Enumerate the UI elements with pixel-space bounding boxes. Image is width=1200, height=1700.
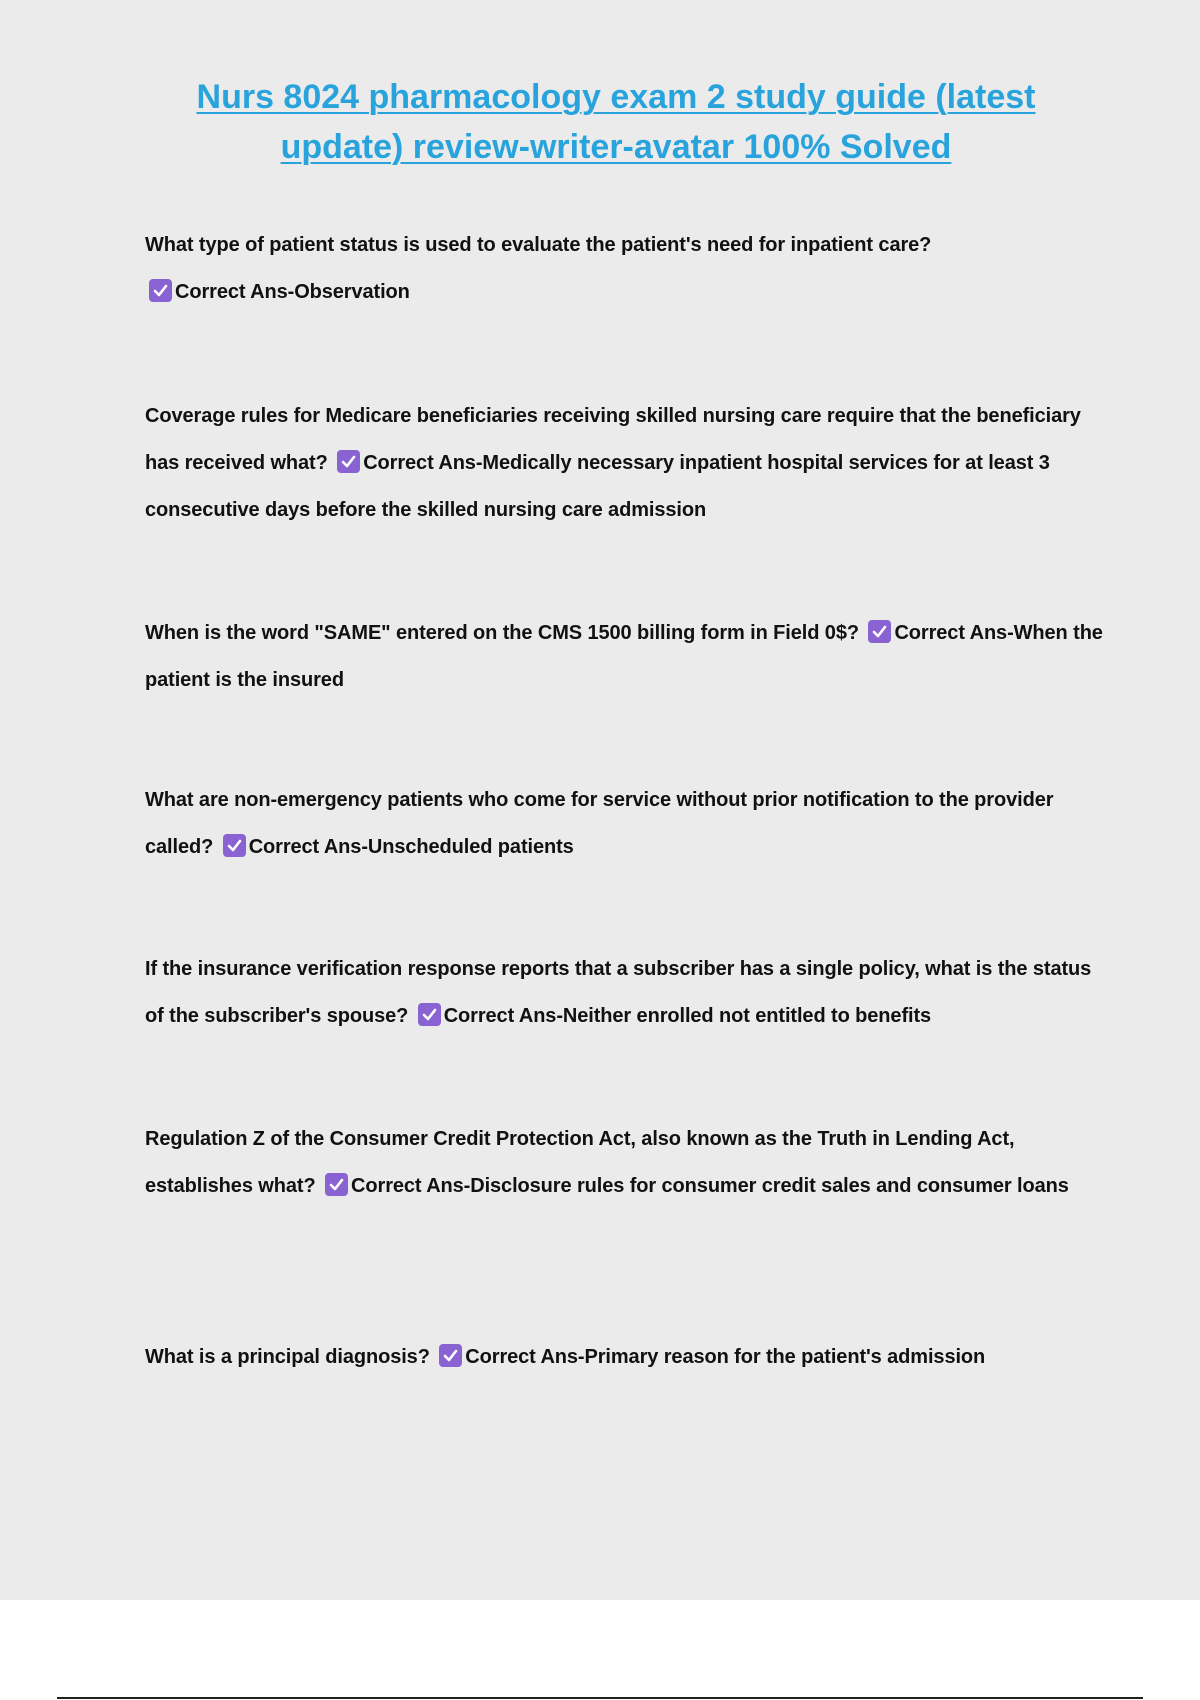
qa-item xyxy=(145,1116,1105,1210)
answer-text: Correct Ans-Medically necessary inpatient hospital services for at least 3 consecutive days before the skilled nursing care admission xyxy=(145,452,1050,521)
qa-item xyxy=(145,222,1105,316)
answer-text: Correct Ans-When the patient is the insured xyxy=(145,622,1103,691)
question-text: If the insurance verification response reports that a subscriber has a single policy, what is the status of the subscriber's spouse? xyxy=(145,958,1092,1027)
answer-text: Correct Ans-Disclosure rules for consumer credit sales and consumer loans xyxy=(351,1175,1069,1197)
answer-text: Correct Ans-Neither enrolled not entitled to benefits xyxy=(443,1005,932,1027)
question-text: What type of patient status is used to evaluate the patient's need for inpatient care? xyxy=(145,234,932,256)
qa-item xyxy=(145,610,1105,704)
qa-item xyxy=(145,777,1105,871)
answer-text: Correct Ans-Observation xyxy=(175,281,410,303)
checked-box-icon xyxy=(418,1003,441,1026)
question-text: Coverage rules for Medicare beneficiaries receiving skilled nursing care require that the beneficiary has received what? xyxy=(145,405,1081,474)
checked-box-icon xyxy=(149,279,172,302)
document-title-link[interactable]: Nurs 8024 pharmacology exam 2 study guide (latest update) review-writer-avatar 100% Solved xyxy=(196,78,1036,166)
checked-box-icon xyxy=(337,450,360,473)
checked-box-icon xyxy=(868,620,891,643)
qa-item xyxy=(145,946,1105,1040)
question-text: Regulation Z of the Consumer Credit Protection Act, also known as the Truth in Lending Act, establishes what? xyxy=(145,1128,1015,1197)
qa-item xyxy=(145,393,1105,534)
question-text: What are non-emergency patients who come for service without prior notification to the provider called? xyxy=(145,789,1054,858)
answer-text: Correct Ans-Primary reason for the patient's admission xyxy=(465,1346,986,1368)
question-text: What is a principal diagnosis? xyxy=(145,1346,430,1368)
answer-text: Correct Ans-Unscheduled patients xyxy=(248,836,574,858)
footer-divider xyxy=(57,1697,1143,1699)
checked-box-icon xyxy=(325,1173,348,1196)
checked-box-icon xyxy=(439,1344,462,1367)
question-text: When is the word "SAME" entered on the CMS 1500 billing form in Field 0$? xyxy=(145,622,859,644)
qa-item xyxy=(145,1334,1105,1381)
checked-box-icon xyxy=(223,834,246,857)
